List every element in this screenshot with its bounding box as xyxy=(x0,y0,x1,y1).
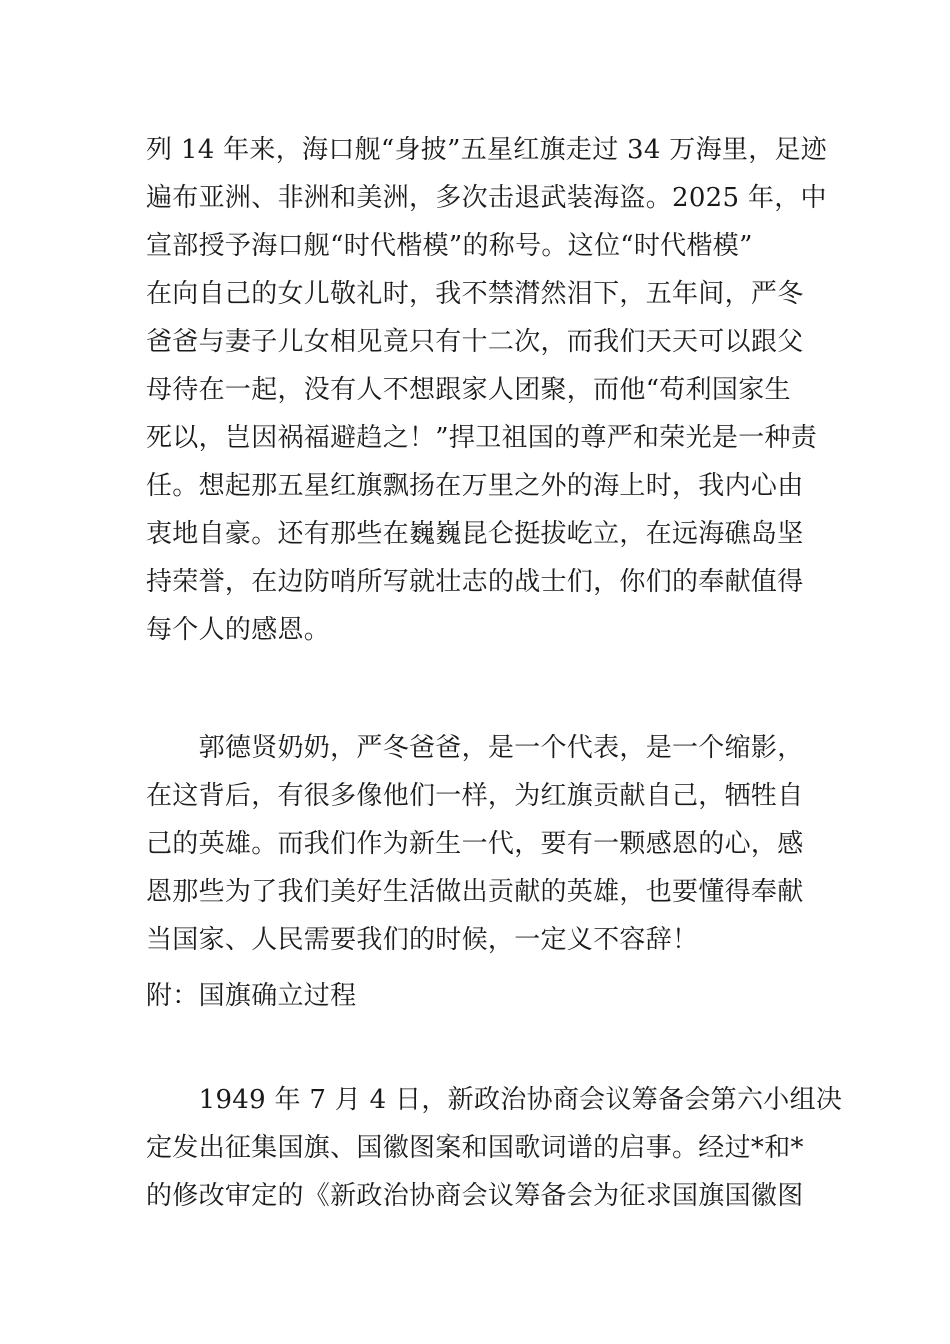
paragraph-haikou-ship xyxy=(146,126,828,654)
text-line: 定发出征集国旗、国徽图案和国歌词谱的启事。经过*和* xyxy=(146,1133,804,1163)
appendix-title: 附：国旗确立过程 xyxy=(146,981,357,1011)
paragraph-heroes xyxy=(146,724,811,964)
text-line: 郭德贤奶奶，严冬爸爸，是一个代表，是一个缩影， xyxy=(146,733,804,763)
text-line: 当国家、人民需要我们的时候，一定义不容辞！ xyxy=(146,925,699,955)
paragraph-flag-history xyxy=(146,1076,843,1220)
text-line: 死以，岂因祸福避趋之！”捍卫祖国的尊严和荣光是一种责 xyxy=(146,423,818,453)
text-line: 持荣誉，在边防哨所写就壮志的战士们，你们的奉献值得 xyxy=(146,567,804,597)
text-line: 每个人的感恩。 xyxy=(146,615,331,645)
text-line: 遍布亚洲、非洲和美洲，多次击退武装海盗。2025 年，中 xyxy=(146,183,827,213)
text-line: 在向自己的女儿敬礼时，我不禁潸然泪下，五年间，严冬 xyxy=(146,279,804,309)
text-line: 爸爸与妻子儿女相见竟只有十二次，而我们天天可以跟父 xyxy=(146,327,804,357)
text-line: 宣部授予海口舰“时代楷模”的称号。这位“时代楷模” xyxy=(146,231,753,261)
text-line: 衷地自豪。还有那些在巍巍昆仑挺拔屹立，在远海礁岛坚 xyxy=(146,519,804,549)
text-line: 1949 年 7 月 4 日，新政治协商会议筹备会第六小组决 xyxy=(146,1085,843,1115)
text-line: 母待在一起，没有人不想跟家人团聚，而他“苟利国家生 xyxy=(146,375,791,405)
text-line: 列 14 年来，海口舰“身披”五星红旗走过 34 万海里，足迹 xyxy=(146,135,828,165)
text-line: 在这背后，有很多像他们一样，为红旗贡献自己，牺牲自 xyxy=(146,781,804,811)
appendix-heading xyxy=(146,974,811,1018)
text-line: 任。想起那五星红旗飘扬在万里之外的海上时，我内心由 xyxy=(146,471,804,501)
text-line: 的修改审定的《新政治协商会议筹备会为征求国旗国徽图 xyxy=(146,1181,804,1211)
text-line: 己的英雄。而我们作为新生一代，要有一颗感恩的心，感 xyxy=(146,829,804,859)
text-line: 恩那些为了我们美好生活做出贡献的英雄，也要懂得奉献 xyxy=(146,877,804,907)
